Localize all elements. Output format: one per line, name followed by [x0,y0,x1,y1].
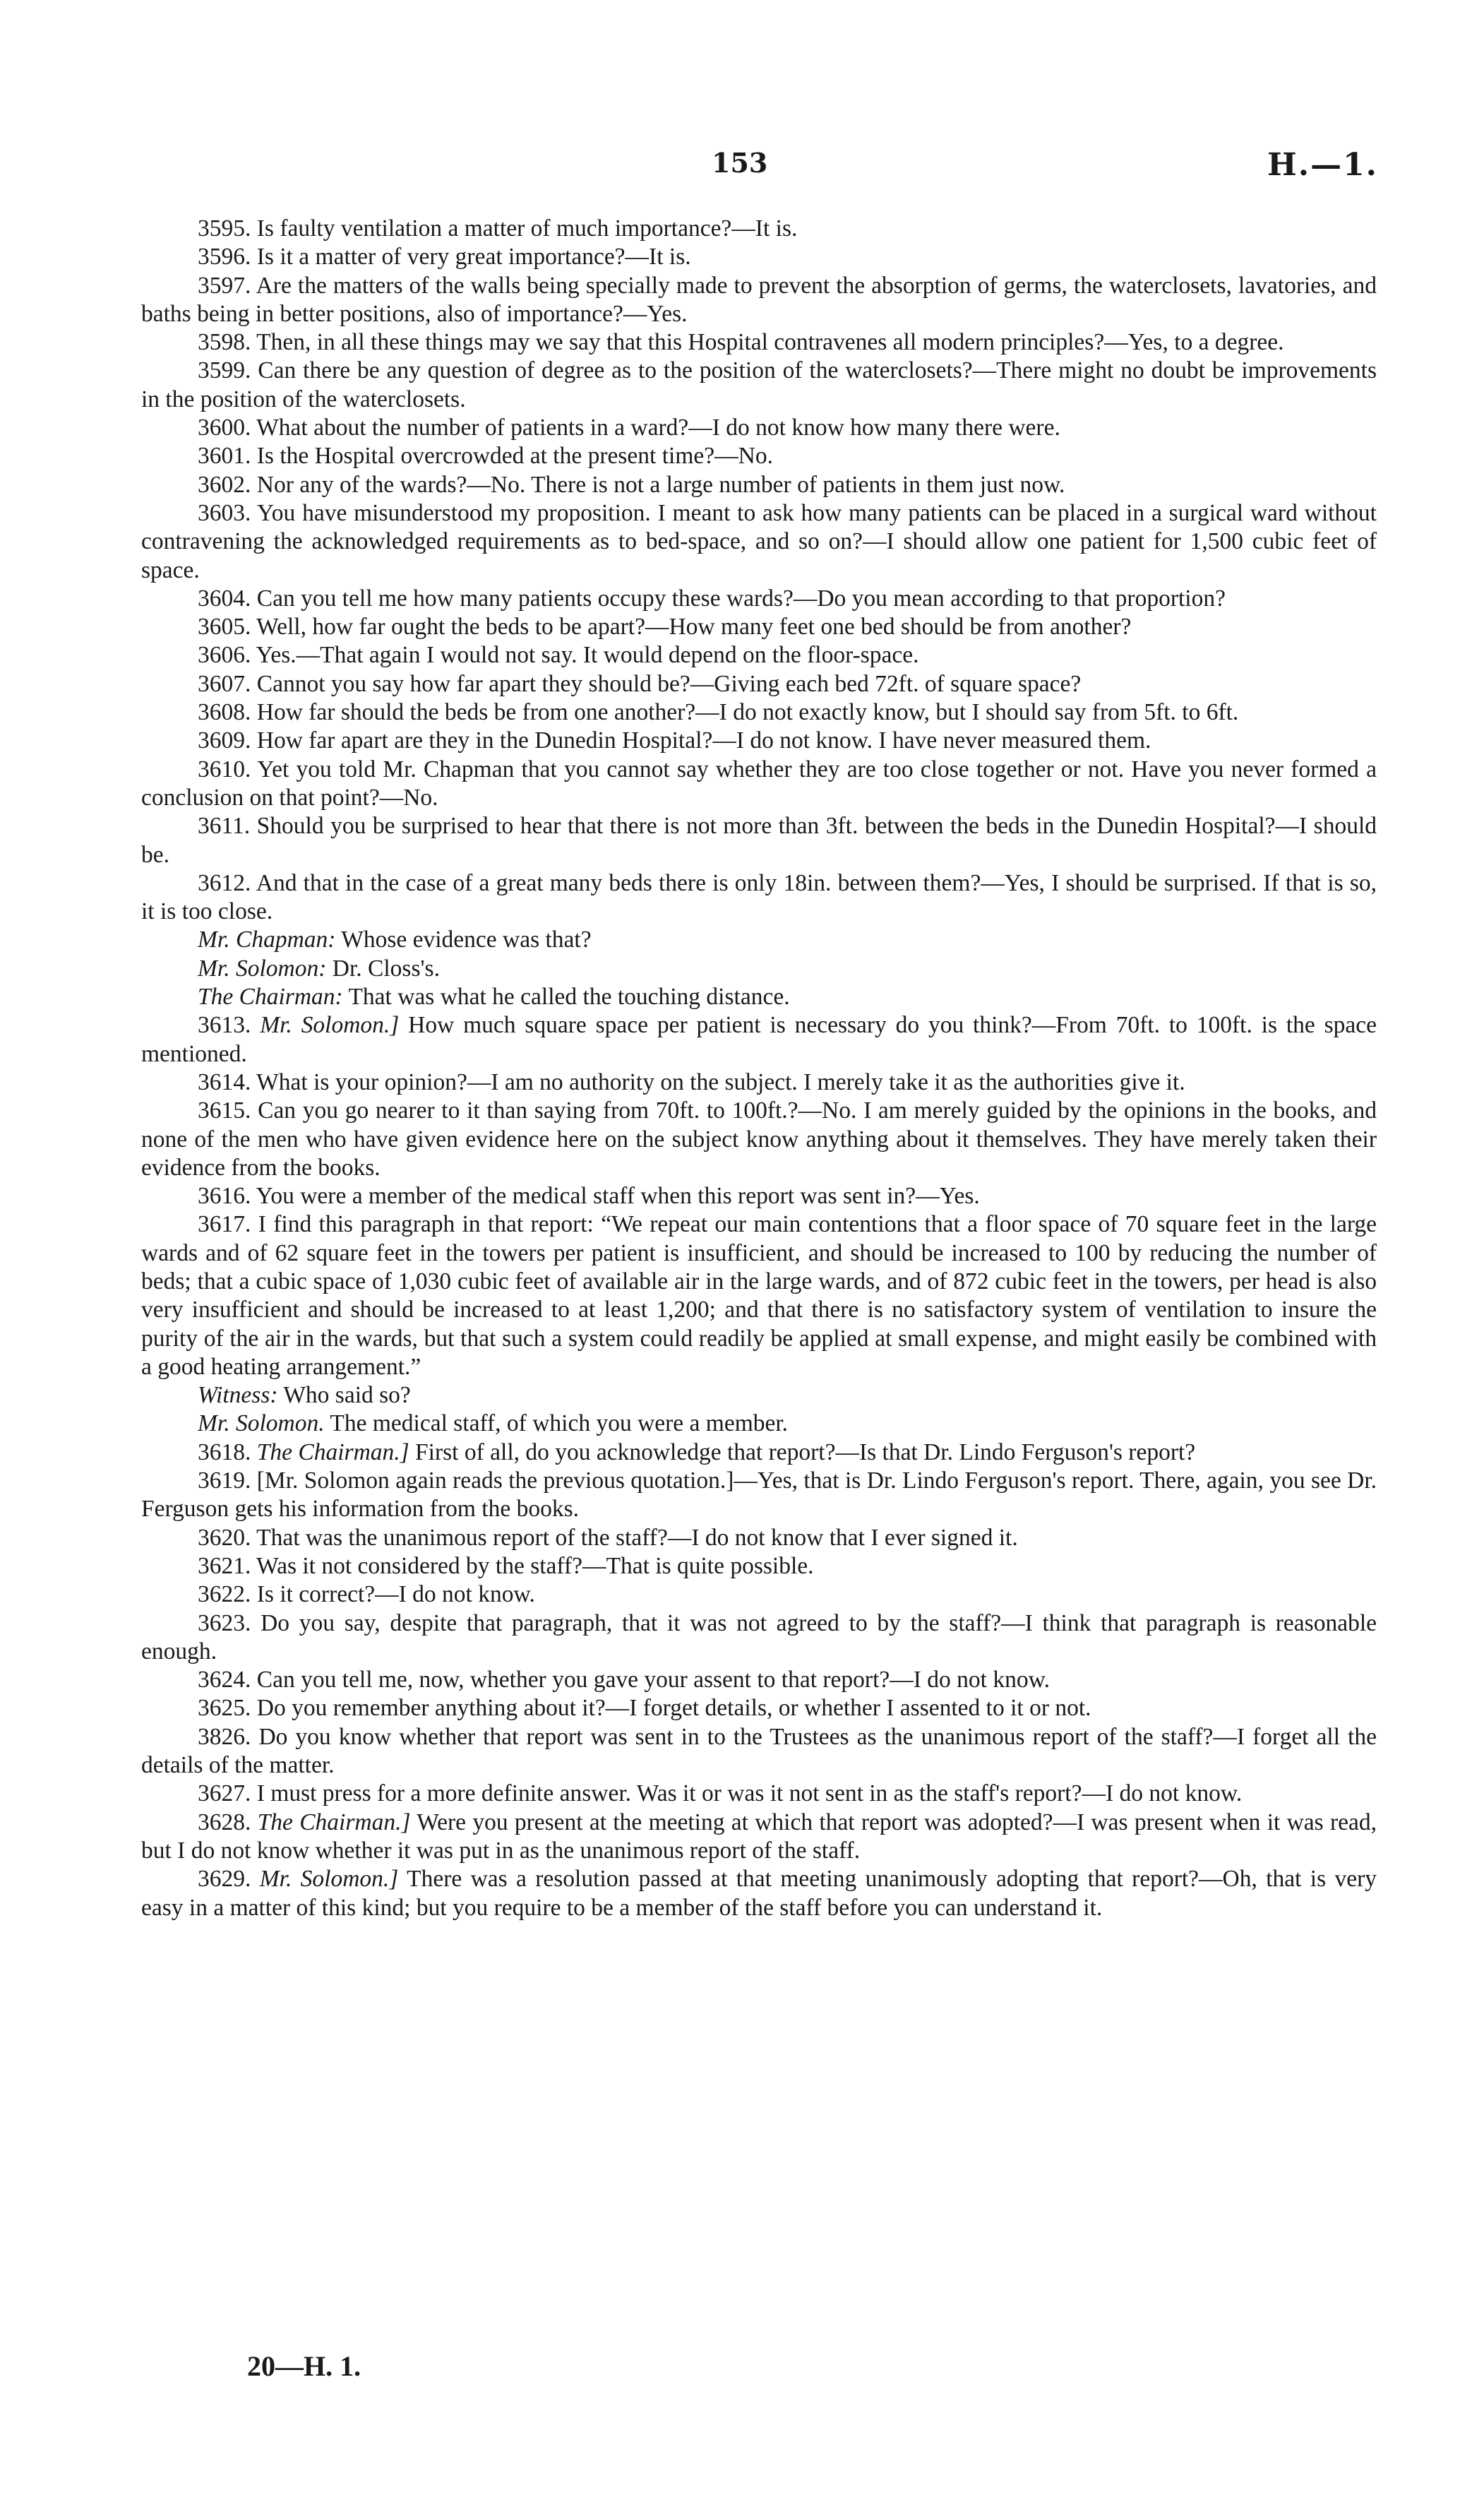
paragraph-text: Yes.—That again I would not say. It would depend on the floor-space. [256,642,919,669]
question-number: 3625. [198,1695,251,1722]
paragraph-text: Are the matters of the walls being specially made to prevent the absorption of germs, the waterclosets, lavatories, and baths being in better positions, also of importance?—Yes. [141,272,1377,327]
paragraph-text: Do you know whether that report was sent in to the Trustees as the unanimous report of the staff?—I forget all the details of the matter. [141,1723,1377,1779]
question-paragraph [141,414,1377,442]
speaker-line [141,983,1377,1011]
question-paragraph [141,1809,1377,1866]
question-paragraph [141,1524,1377,1552]
question-number: 3604. [198,585,251,612]
question-paragraph [141,1011,1377,1068]
question-number: 3600. [198,415,251,441]
speaker-name: Witness: [198,1382,278,1409]
speaker-name: Mr. Solomon.] [259,1866,399,1893]
question-paragraph [141,1580,1377,1609]
question-number: 3628. [198,1809,251,1835]
question-paragraph [141,1666,1377,1694]
paragraph-text: Do you remember anything about it?—I forget details, or whether I assented to it or not. [256,1695,1091,1722]
speaker-name: The Chairman: [198,984,343,1011]
paragraph-text: You have misunderstood my proposition. I meant to ask how many patients can be placed in a surgical ward without contravening the acknowledged requirements as to bed-space, and so on?—I should allow one patient for 1,500 cubic feet of space. [141,499,1377,583]
question-number: 3629. [198,1866,251,1893]
paragraph-text: Nor any of the wards?—No. There is not a large number of patients in them just now. [256,471,1065,498]
question-paragraph [141,471,1377,499]
paragraph-text: Were you present at the meeting at which that report was adopted?—I was present when it was read, but I do not know whether it was put in as the unanimous report of the staff. [141,1809,1377,1864]
question-number: 3613. [198,1012,251,1039]
question-number: 3607. [198,670,251,697]
question-number: 3610. [198,756,251,782]
question-paragraph [141,756,1377,813]
question-number: 3605. [198,614,251,641]
paragraph-text: What about the number of patients in a ward?—I do not know how many there were. [256,415,1060,441]
question-paragraph [141,328,1377,357]
question-paragraph [141,1723,1377,1780]
question-number: 3620. [198,1524,251,1551]
question-number: 3618. [198,1439,251,1465]
speaker-name: The Chairman.] [256,1439,409,1465]
page-header [0,147,1484,189]
paragraph-text: Is faulty ventilation a matter of much importance?—It is. [256,215,798,242]
paragraph-text: And that in the case of a great many beds there is only 18in. between them?—Yes, I should be surprised. If that is so, it is too close. [141,869,1377,925]
paragraph-text: Can you tell me how many patients occupy these wards?—Do you mean according to that proportion? [256,585,1226,612]
paragraph-text: Well, how far ought the beds to be apart?—How many feet one bed should be from another? [256,614,1132,641]
paragraph-text: [Mr. Solomon again reads the previous quotation.]—Yes, that is Dr. Lindo Ferguson's report. There, again, you see Dr. Ferguson gets his information from the books. [141,1467,1377,1523]
question-number: 3606. [198,642,251,669]
question-paragraph [141,869,1377,927]
paragraph-text: Is it a matter of very great importance?—It is. [256,244,691,270]
document-code: H.—1. [1267,147,1378,183]
question-number: 3621. [198,1552,251,1579]
paragraph-text: I must press for a more definite answer. Was it or was it not sent in as the staff's report?—I do not know. [256,1780,1243,1807]
paragraph-text: There was a resolution passed at that meeting unanimously adopting that report?—Oh, that is very easy in a matter of this kind; but you require to be a member of the staff before you can understand it. [141,1866,1377,1921]
speaker-name: The Chairman.] [257,1809,411,1835]
paragraph-text: Is the Hospital overcrowded at the present time?—No. [256,443,773,470]
paragraph-text: Is it correct?—I do not know. [256,1581,535,1608]
paragraph-text: Cannot you say how far apart they should be?—Giving each bed 72ft. of square space? [256,670,1082,697]
question-paragraph [141,1467,1377,1524]
question-paragraph [141,727,1377,755]
speaker-line [141,955,1377,983]
paragraph-text: The medical staff, of which you were a member. [330,1410,789,1437]
question-paragraph [141,1694,1377,1722]
speaker-line [141,1410,1377,1438]
question-number: 3617. [198,1211,251,1238]
question-number: 3602. [198,471,251,498]
speaker-name: Mr. Chapman: [198,927,336,953]
question-paragraph [141,698,1377,727]
question-number: 3611. [198,813,251,840]
paragraph-text: Can there be any question of degree as to the position of the waterclosets?—There might no doubt be improvements in the position of the waterclosets. [141,357,1377,412]
question-number: 3622. [198,1581,251,1608]
paragraph-text: Then, in all these things may we say that this Hospital contravenes all modern principles?—Yes, to a degree. [256,329,1284,356]
question-paragraph [141,812,1377,869]
question-paragraph [141,1439,1377,1467]
paragraph-text: That was what he called the touching distance. [348,984,790,1011]
speaker-name: Mr. Solomon. [198,1410,325,1437]
paragraph-text: Who said so? [283,1382,411,1409]
speaker-name: Mr. Solomon: [198,955,327,982]
paragraph-text: That was the unanimous report of the staff?—I do not know that I ever signed it. [256,1524,1018,1551]
paragraph-text: Was it not considered by the staff?—That is quite possible. [256,1552,814,1579]
question-number: 3596. [198,244,251,270]
paragraph-text: First of all, do you acknowledge that report?—Is that Dr. Lindo Ferguson's report? [415,1439,1196,1465]
question-paragraph [141,1068,1377,1097]
paragraph-text: Dr. Closs's. [332,955,440,982]
paragraph-text: Can you tell me, now, whether you gave your assent to that report?—I do not know. [256,1667,1050,1693]
question-number: 3826. [198,1723,251,1750]
question-number: 3609. [198,727,251,754]
question-paragraph [141,1552,1377,1580]
question-number: 3619. [198,1467,251,1494]
question-number: 3603. [198,499,251,526]
paragraph-text: I find this paragraph in that report: “We repeat our main contentions that a floor space of 70 square feet in the large wards and of 62 square feet in the towers per patient is insufficient, and should be increased to 100 by reducing the number of beds; that a cubic space of 1,030 cubic feet of available air in the large wards, and of 872 cubic feet in the towers, per head is also very insufficient and should be increased to at least 1,200; and that there is no satisfactory system of ventilation to insure the purity of the air in the wards, but that such a system could readily be applied at small expense, and might easily be combined with a good heating arrangement.” [141,1211,1377,1380]
question-paragraph [141,243,1377,271]
paragraph-text: How far should the beds be from one another?—I do not exactly know, but I should say from 5ft. to 6ft. [256,699,1239,726]
question-paragraph [141,613,1377,641]
question-paragraph [141,1865,1377,1922]
question-paragraph [141,215,1377,243]
question-number: 3612. [198,869,251,896]
question-paragraph [141,641,1377,669]
question-number: 3627. [198,1780,251,1807]
paragraph-text: How much square space per patient is necessary do you think?—From 70ft. to 100ft. is the space mentioned. [141,1012,1377,1067]
printer-signature: 20—H. 1. [247,2350,361,2382]
question-paragraph [141,1780,1377,1808]
question-number: 3623. [198,1609,251,1636]
paragraph-text: You were a member of the medical staff when this report was sent in?—Yes. [256,1183,980,1210]
question-number: 3624. [198,1667,251,1693]
question-number: 3597. [198,272,251,299]
question-paragraph [141,442,1377,470]
paragraph-text: Do you say, despite that paragraph, that it was not agreed to by the staff?—I think that paragraph is reasonable enough. [141,1609,1377,1665]
speaker-name: Mr. Solomon.] [260,1012,400,1039]
question-paragraph [141,585,1377,613]
question-paragraph [141,357,1377,414]
question-number: 3608. [198,699,251,726]
question-paragraph [141,670,1377,698]
paragraph-text: Yet you told Mr. Chapman that you cannot say whether they are too close together or not. Have you never formed a conclusion on that point?—No. [141,756,1377,811]
question-paragraph [141,499,1377,585]
question-paragraph [141,1609,1377,1667]
speaker-line [141,926,1377,954]
question-paragraph [141,272,1377,329]
question-paragraph [141,1182,1377,1210]
question-number: 3614. [198,1068,251,1095]
paragraph-text: Can you go nearer to it than saying from 70ft. to 100ft.?—No. I am merely guided by the opinions in the books, and none of the men who have given evidence here on the subject know anything about it themselves. They have merely taken their evidence from the books. [141,1097,1377,1181]
evidence-text [141,215,1377,1922]
question-number: 3599. [198,357,251,384]
speaker-line [141,1381,1377,1410]
question-number: 3595. [198,215,251,242]
paragraph-text: What is your opinion?—I am no authority on the subject. I merely take it as the authorities give it. [256,1068,1185,1095]
paragraph-text: Should you be surprised to hear that there is not more than 3ft. between the beds in the Dunedin Hospital?—I should be. [141,813,1377,868]
question-paragraph [141,1097,1377,1182]
question-number: 3615. [198,1097,251,1124]
paragraph-text: Whose evidence was that? [341,927,592,953]
page-number: 153 [712,147,768,179]
question-number: 3601. [198,443,251,470]
question-number: 3598. [198,329,251,356]
paragraph-text: How far apart are they in the Dunedin Hospital?—I do not know. I have never measured them. [256,727,1151,754]
question-paragraph [141,1210,1377,1381]
question-number: 3616. [198,1183,251,1210]
